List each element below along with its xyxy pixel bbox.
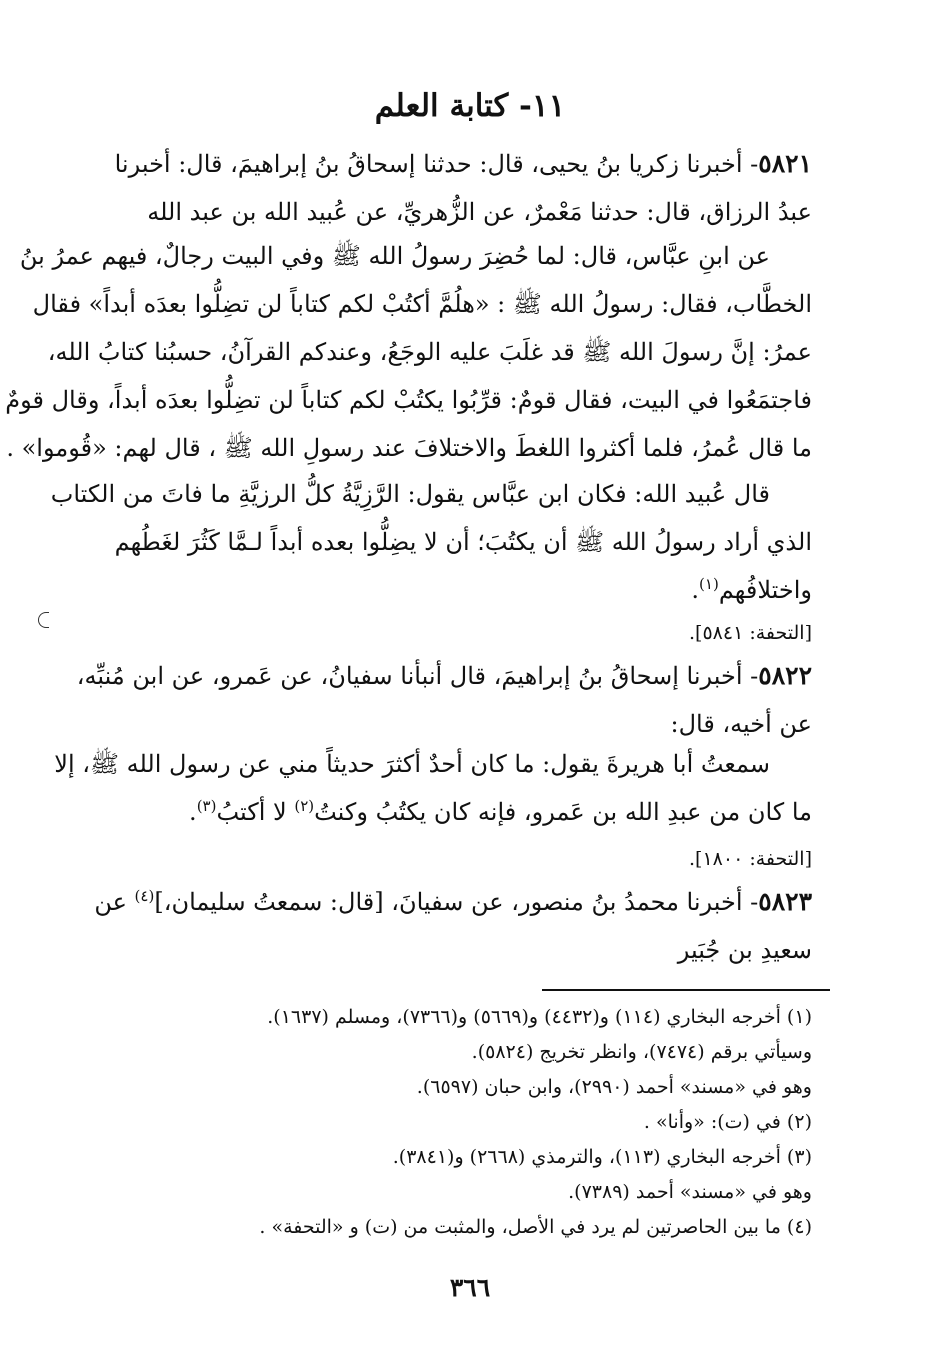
hadith-number: ٥٨٢١ (758, 149, 812, 178)
comment-line: واختلافُهم$^{(١)}$. (691, 575, 812, 604)
page-number: ٣٦٦ (449, 1273, 491, 1302)
matn-line: الخطَّاب، فقال: رسولُ الله ﷺ : «هلُمَّ أكتُبْ لكم كتاباً لن تضِلُّوا بعدَه أبداً» فقال (32, 290, 812, 318)
footnote-ref[interactable]: (٣) (196, 797, 217, 815)
chapter-title: ١١- كتابة العلم (374, 88, 566, 124)
matn-line: فاجتمَعُوا في البيت، فقال قومٌ: قرِّبُوا يكتُبْ لكم كتاباً لن تضِلُّوا بعدَه أبداً، وقال قومٌ (5, 386, 812, 414)
footnotes (128, 1000, 812, 1245)
matn-line: ما قال عُمرُ، فلما أكثروا اللغطَ والاختلافَ عند رسولِ الله ﷺ ، قال لهم: «قُوموا» . (6, 434, 812, 462)
hadith-5821-isnad-line-2: عبدُ الرزاق، قال: حدثنا مَعْمرٌ، عن الزُّهريِّ، عن عُبيد الله بن عبد الله (147, 198, 812, 226)
margin-mark (38, 612, 49, 628)
footnote: وهو في «مسند» أحمد (٢٩٩٠)، وابن حبان (٦٥٩٧). (416, 1076, 812, 1098)
tuhfa-reference: [التحفة: ٥٨٤١]. (689, 622, 812, 644)
matn-line: ما كان من عبدِ الله بن عَمرو، فإنه كان يكتُبُ وكنتُ$^{(٢)}$ لا أكتبُ$^{(٣)}$. (189, 797, 812, 826)
comment-line: الذي أراد رسولُ الله ﷺ أن يكتُبَ؛ أن لا يضِلُّوا بعده أبداً لـمَّا كَثُرَ لغَطُهم (114, 528, 812, 556)
hadith-5821-matn (5, 232, 812, 472)
tuhfa-reference: [التحفة: ١٨٠٠]. (689, 848, 812, 870)
footnote: (٤) ما بين الحاصرتين لم يرد في الأصل، والمثبت من (ت) و «التحفة» . (259, 1216, 812, 1238)
footnote-separator (542, 989, 830, 991)
hadith-5823-isnad-line-2: سعيدِ بن جُبَير (677, 936, 812, 964)
hadith-5822 (76, 652, 812, 748)
footnote: وهو في «مسند» أحمد (٧٣٨٩). (568, 1181, 812, 1203)
hadith-5823-isnad-line-1: ٥٨٢٣- أخبرنا محمدُ بنُ منصور، عن سفيانَ، [قال: سمعتُ سليمان،]$^{(٤)}$ عن (94, 887, 812, 916)
footnote: (٢) في (ت): «وأنا» . (643, 1111, 812, 1133)
hadith-5823 (94, 878, 812, 974)
footnote: (١) أخرجه البخاري (١١٤) و(٤٤٣٢) و(٥٦٦٩) و(٧٣٦٦)، ومسلم (١٦٣٧). (267, 1006, 812, 1028)
footnote-ref[interactable]: (١) (699, 575, 719, 593)
footnote-ref[interactable]: (٤) (134, 887, 155, 905)
hadith-number: ٥٨٢٢ (758, 661, 812, 690)
footnote-ref[interactable]: (٢) (294, 797, 315, 815)
hadith-5821-comment (50, 470, 812, 614)
matn-line: سمعتُ أبا هريرةَ يقول: ما كان أحدٌ أكثرَ حديثاً مني عن رسول الله ﷺ، إلا (54, 750, 770, 778)
hadith-5822-isnad-line-1: ٥٨٢٢- أخبرنا إسحاقُ بنُ إبراهيمَ، قال أنبأنا سفيانُ، عن عَمرو، عن ابن مُنبِّه، (76, 661, 812, 690)
hadith-number: ٥٨٢٣ (758, 887, 812, 916)
matn-line: عمرُ: إنَّ رسولَ الله ﷺ قد غلَبَ عليه الوجَعُ، وعندكم القرآنُ، حسبُنا كتابُ الله، (47, 338, 812, 366)
hadith-5822-isnad-line-2: عن أخيه، قال: (670, 710, 812, 738)
footnote: وسيأتي برقم (٧٤٧٤)، وانظر تخريج (٥٨٢٤). (471, 1041, 812, 1063)
hadith-5821-isnad-line-1: ٥٨٢١- أخبرنا زكريا بنُ يحيى، قال: حدثنا إسحاقُ بنُ إبراهيمَ، قال: أخبرنا (114, 149, 812, 178)
hadith-5822-matn (54, 740, 812, 836)
comment-line: قال عُبيد الله: فكان ابن عبَّاس يقول: الرَّزِيَّةُ كلُّ الرزيَّةِ ما فاتَ من الكتاب (50, 480, 770, 508)
footnote: (٣) أخرجه البخاري (١١٣)، والترمذي (٢٦٦٨) و(٣٨٤١). (392, 1146, 812, 1168)
hadith-5821 (114, 140, 812, 236)
matn-line: عن ابنِ عبَّاس، قال: لما حُضِرَ رسولُ الله ﷺ وفي البيت رجالٌ، فيهم عمرُ بنُ (19, 242, 770, 270)
